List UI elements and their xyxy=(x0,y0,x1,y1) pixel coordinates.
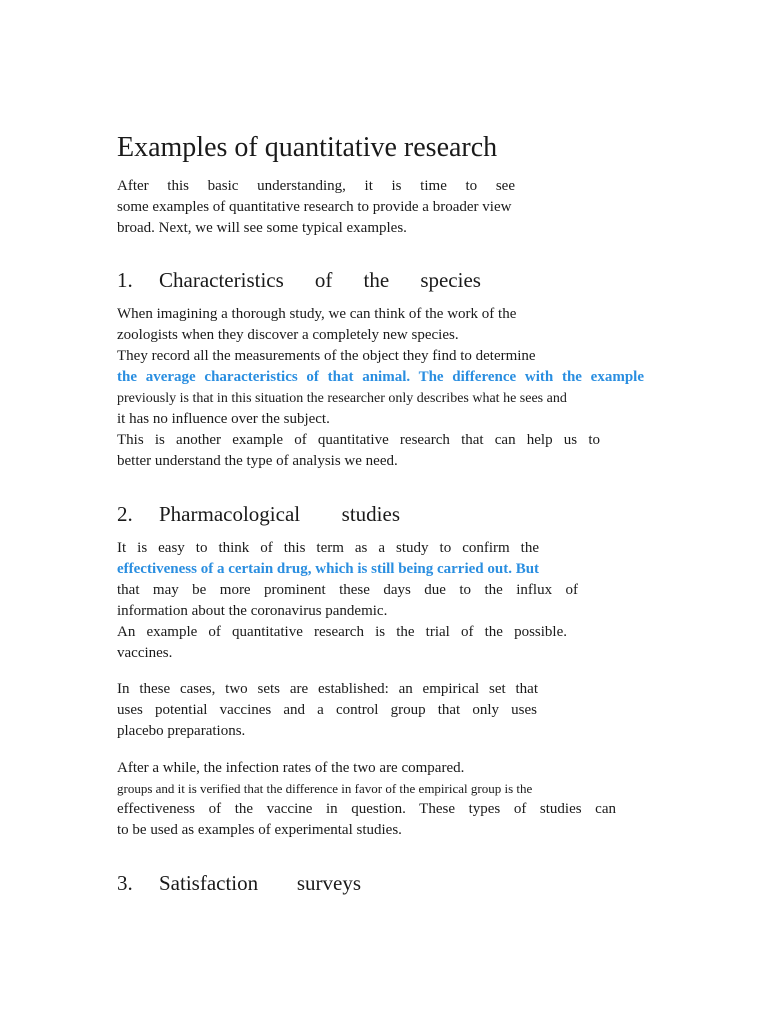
section-2-para3-line-1: After a while, the infection rates of the two are compared. xyxy=(117,760,465,776)
section-3-word: Satisfaction xyxy=(159,871,259,895)
section-1-word: species xyxy=(420,268,481,292)
section-1-word: Characteristics xyxy=(159,268,284,292)
section-1-highlight: the average characteristics of that animal. The difference with the example xyxy=(117,369,644,385)
section-2-number: 2. xyxy=(117,502,133,526)
section-1-heading xyxy=(117,266,481,294)
section-2-line-4: information about the coronavirus pandemic. xyxy=(117,603,388,619)
intro-line-1: After this basic understanding, it is time to see xyxy=(117,178,515,194)
section-2-para3-line-4: to be used as examples of experimental studies. xyxy=(117,822,402,838)
section-2-line-5: An example of quantitative research is the trial of the possible. xyxy=(117,624,567,640)
section-2-line-1: It is easy to think of this term as a study to confirm the xyxy=(117,540,539,556)
section-1-word: of xyxy=(314,268,333,292)
intro-line-2: some examples of quantitative research to provide a broader view xyxy=(117,199,512,215)
section-2-highlight: effectiveness of a certain drug, which is still being carried out. But xyxy=(117,561,540,577)
section-2-para2-line-2: uses potential vaccines and a control group that only uses xyxy=(117,702,537,718)
section-1-line-8: better understand the type of analysis we need. xyxy=(117,453,398,469)
section-2-word: studies xyxy=(341,502,400,526)
section-1-line-6: it has no influence over the subject. xyxy=(117,411,330,427)
section-2-para2-line-3: placebo preparations. xyxy=(117,723,246,739)
section-1-word: the xyxy=(363,268,390,292)
section-3-number: 3. xyxy=(117,871,133,895)
section-1-number: 1. xyxy=(117,268,133,292)
section-2-para3-line-2: groups and it is verified that the difference in favor of the empirical group is the xyxy=(117,781,533,796)
section-3-title xyxy=(159,869,361,897)
section-3-word: surveys xyxy=(296,871,361,895)
section-2-title xyxy=(159,500,400,528)
section-2-line-6: vaccines. xyxy=(117,645,173,661)
section-2-para3-line-3: effectiveness of the vaccine in question. These types of studies can xyxy=(117,801,616,817)
section-2-line-3: that may be more prominent these days due to the influx of xyxy=(117,582,578,598)
section-2-para2-line-1: In these cases, two sets are established: an empirical set that xyxy=(117,681,538,697)
section-1-line-3: They record all the measurements of the object they find to determine xyxy=(117,348,536,364)
section-1-line-7: This is another example of quantitative research that can help us to xyxy=(117,432,600,448)
section-2-heading xyxy=(117,500,400,528)
section-1-line-5: previously is that in this situation the researcher only describes what he sees and xyxy=(117,391,567,406)
section-1-line-2: zoologists when they discover a completely new species. xyxy=(117,327,459,343)
section-3-heading xyxy=(117,869,361,897)
section-2-word: Pharmacological xyxy=(159,502,301,526)
intro-line-3: broad. Next, we will see some typical examples. xyxy=(117,220,407,236)
section-1-title xyxy=(159,266,481,294)
section-1-line-1: When imagining a thorough study, we can think of the work of the xyxy=(117,306,517,322)
page-title: Examples of quantitative research xyxy=(117,132,498,163)
